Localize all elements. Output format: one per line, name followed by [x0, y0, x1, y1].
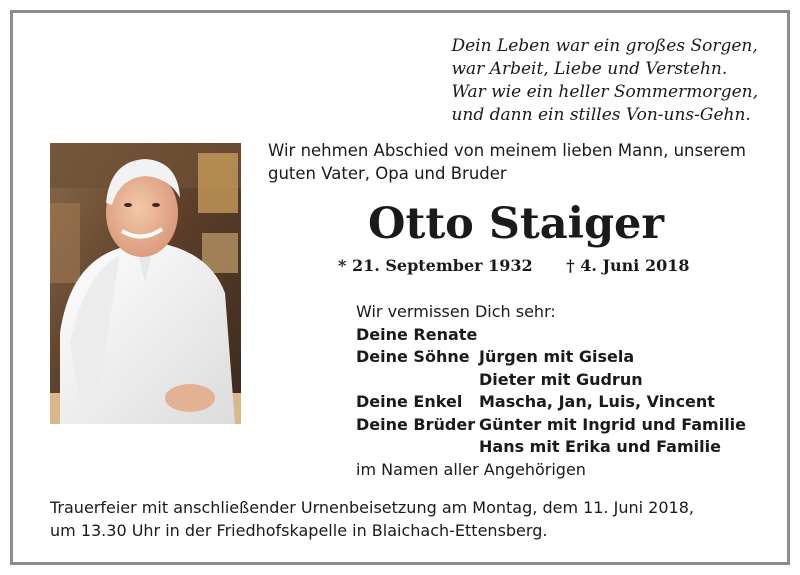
- intro-line-2: guten Vater, Opa und Bruder: [268, 164, 507, 183]
- mourners-heading: Wir vermissen Dich sehr:: [356, 302, 556, 321]
- mourner-row: [356, 369, 746, 392]
- mourner-names: Dieter mit Gudrun: [479, 369, 643, 389]
- mourner-names: Hans mit Erika und Familie: [479, 437, 721, 456]
- mourner-names: Jürgen mit Gisela: [479, 347, 635, 366]
- portrait-photo: [50, 143, 241, 424]
- birth-date: * 21. September 1932: [338, 256, 533, 275]
- poem: [451, 35, 758, 127]
- poem-line-4: und dann ein stilles Von-uns-Gehn.: [451, 105, 751, 125]
- funeral-details: [50, 496, 694, 542]
- life-dates: [338, 255, 689, 277]
- mourner-relation: Deine Brüder: [356, 414, 476, 434]
- funeral-line-2: um 13.30 Uhr in der Friedhofskapelle in Blaichach-Ettensberg.: [50, 521, 548, 540]
- mourners-closing: im Namen aller Angehörigen: [356, 459, 586, 479]
- mourner-relation: Deine Söhne: [356, 347, 470, 366]
- deceased-name: Otto Staiger: [368, 199, 665, 249]
- mourners-list: [356, 301, 746, 481]
- mourner-relation: Deine Enkel: [356, 392, 463, 411]
- poem-line-3: War wie ein heller Sommermorgen,: [451, 82, 758, 102]
- poem-line-2: war Arbeit, Liebe und Verstehn.: [451, 59, 728, 79]
- mourner-relation: Deine Renate: [356, 324, 478, 344]
- mourner-row: [356, 346, 746, 369]
- death-date: † 4. Juni 2018: [566, 256, 690, 275]
- mourner-row: [356, 324, 746, 347]
- intro-line-1: Wir nehmen Abschied von meinem lieben Mann, unserem: [268, 141, 746, 160]
- intro-text: [268, 139, 763, 185]
- mourner-relation: [356, 369, 479, 392]
- mourner-row: [356, 391, 746, 414]
- mourner-names: Günter mit Ingrid und Familie: [479, 414, 747, 434]
- mourner-names: Mascha, Jan, Luis, Vincent: [479, 392, 715, 411]
- funeral-line-1: Trauerfeier mit anschließender Urnenbeisetzung am Montag, dem 11. Juni 2018,: [50, 498, 694, 517]
- mourner-row: [356, 436, 746, 459]
- poem-line-1: Dein Leben war ein großes Sorgen,: [451, 36, 758, 56]
- mourner-row: [356, 414, 746, 437]
- mourner-relation: [356, 436, 479, 459]
